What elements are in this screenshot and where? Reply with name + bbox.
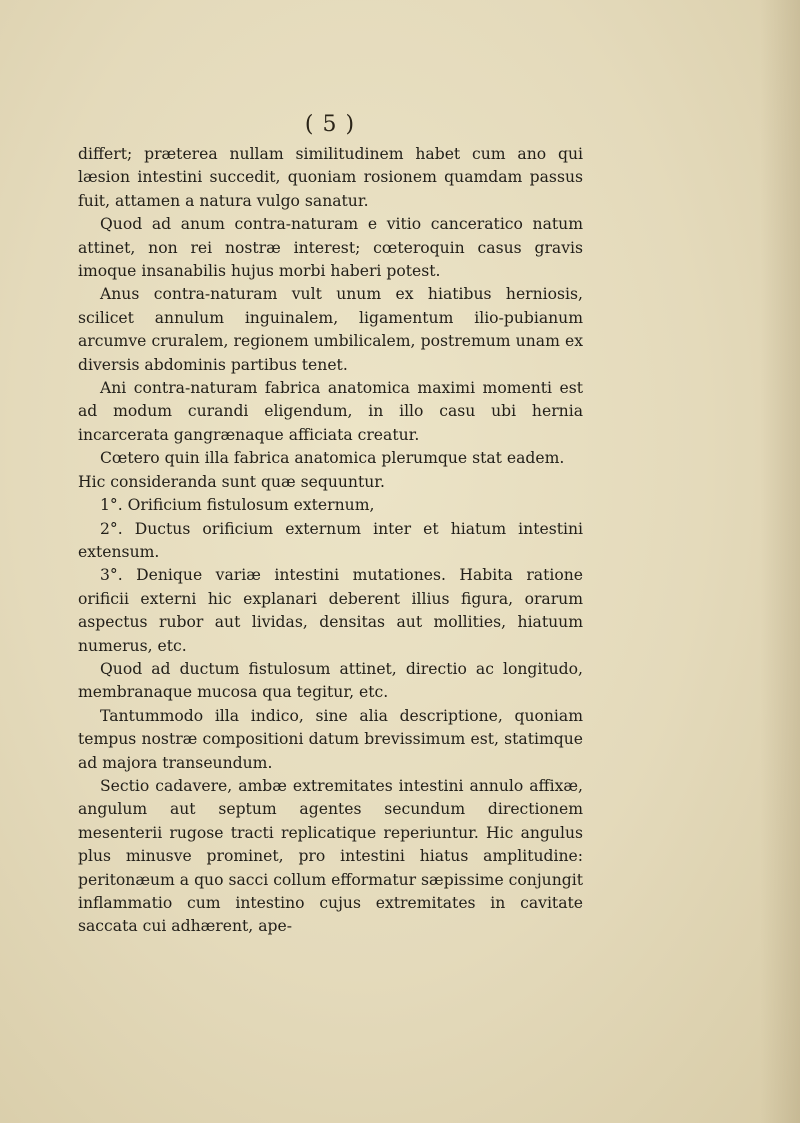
- paragraph-9: Sectio cadavere, ambæ extremitates intestini annulo affixæ, angulum aut septum agentes secundum directionem mesenterii rugose tracti replicatique reperiuntur. Hic angulus plus minusve prominet, pro intestini hiatus amplitudine: peritonæum a quo sacci collum efformatur sæpissime conjungit inflammatio cum intestino cujus extremitates in cavitate saccata cui adhærent, ape-: [78, 776, 583, 936]
- paragraph-2: Quod ad anum contra-naturam e vitio canceratico natum attinet, non rei nostræ interest; cœteroquin casus gravis imoque insanabilis hujus morbi haberi potest.: [78, 215, 583, 281]
- page-edge-shadow: [760, 0, 800, 1123]
- page-number: ( 5 ): [304, 112, 356, 137]
- paragraph-3: Anus contra-naturam vult unum ex hiatibus herniosis, scilicet annulum inguinalem, ligamentum ilio-pubianum arcumve cruralem, regionem umbilicalem, postremum unam ex diversis abdominis partibus tenet.: [78, 285, 583, 374]
- paragraph-6: Hic consideranda sunt quæ sequuntur.: [78, 472, 385, 491]
- paragraph-4: Ani contra-naturam fabrica anatomica maximi momenti est ad modum curandi eligendum, in illo casu ubi hernia incarcerata gangrænaque afficiata creatur.: [78, 379, 583, 444]
- paragraph-1: differt; præterea nullam similitudinem habet cum ano qui læsion intestini succedit, quoniam rosionem quamdam passus fuit, attamen a natura vulgo sanatur.: [78, 145, 583, 210]
- list-item-3: 3°. Denique variæ intestini mutationes. Habita ratione orificii externi hic explanari deberent illius figura, orarum aspectus rubor aut lividas, densitas aut mollities, hiatuum numerus, etc.: [78, 566, 583, 655]
- body-text: [78, 143, 583, 939]
- paragraph-5: Cœtero quin illa fabrica anatomica plerumque stat eadem.: [100, 449, 565, 468]
- paragraph-8: Tantummodo illa indico, sine alia descriptione, quoniam tempus nostræ compositioni datum brevissimum est, statimque ad majora transeundum.: [78, 706, 583, 772]
- paragraph-7: Quod ad ductum fistulosum attinet, directio ac longitudo, membranaque mucosa qua tegitur, etc.: [78, 659, 583, 702]
- list-item-1: 1°. Orificium fistulosum externum,: [100, 496, 375, 515]
- list-item-2: 2°. Ductus orificium externum inter et hiatum intestini extensum.: [78, 519, 583, 561]
